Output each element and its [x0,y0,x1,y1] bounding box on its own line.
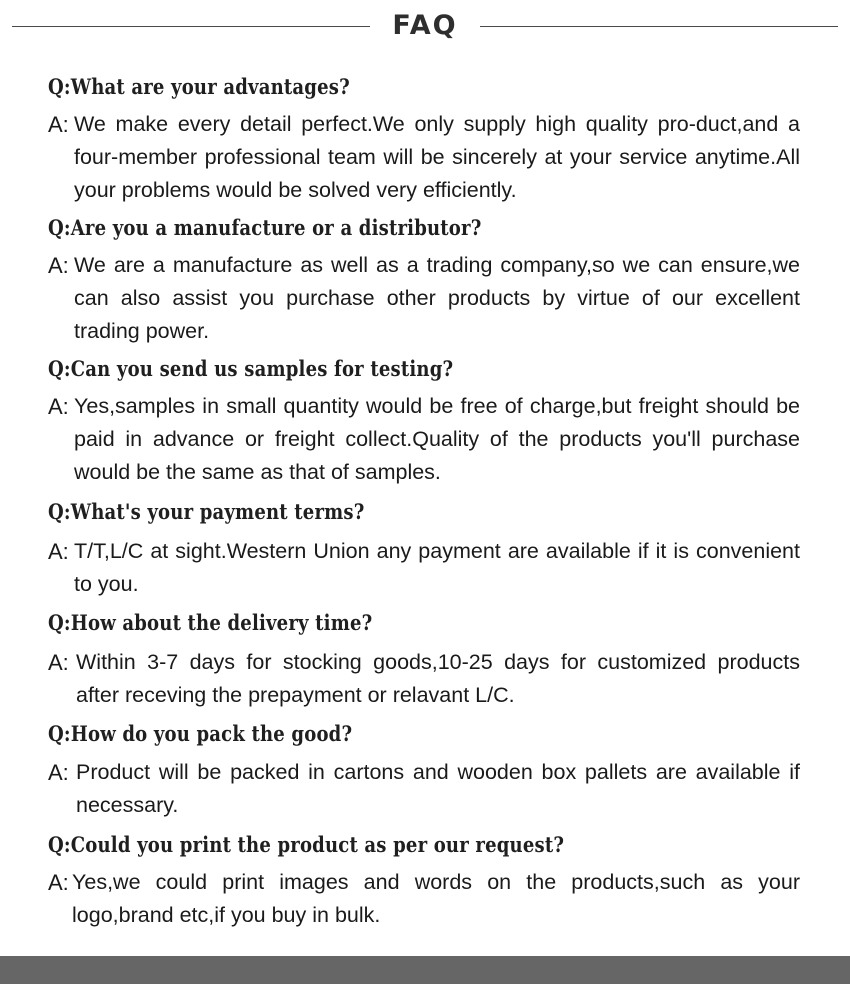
page-title: FAQ [392,10,458,41]
footer-bar [0,956,850,984]
answer-prefix: A: [48,539,69,564]
header-divider-left [12,26,370,27]
faq-question: Q:How do you pack the good? [48,721,353,746]
faq-question: Q:What's your payment terms? [48,499,365,524]
answer-prefix: A: [48,112,69,137]
faq-question: Q:Could you print the product as per our request? [48,832,565,857]
answer-prefix: A: [48,870,69,895]
faq-answer [48,535,800,601]
faq-answer [48,249,800,348]
faq-answer [48,646,800,712]
answer-prefix: A: [48,650,69,675]
answer-prefix: A: [48,760,69,785]
faq-answer [48,756,800,822]
faq-header [0,0,850,56]
answer-text: We are a manufacture as well as a trading company,so we can ensure,we can also assist you purchase other products by virtue of our excellent trading power. [74,253,800,343]
answer-text: T/T,L/C at sight.Western Union any payment are available if it is convenient to you. [74,539,800,596]
faq-answer [48,390,800,489]
answer-text: We make every detail perfect.We only supply high quality pro-duct,and a four-member professional team will be sincerely at your service anytime.All your problems would be solved very efficiently. [74,112,800,202]
answer-text: Product will be packed in cartons and wooden box pallets are available if necessary. [76,760,800,817]
answer-text: Within 3-7 days for stocking goods,10-25 days for customized products after receving the prepayment or relavant L/C. [76,650,800,707]
answer-text: Yes,samples in small quantity would be free of charge,but freight should be paid in advance or freight collect.Quality of the products you'll purchase would be the same as that of samples. [74,394,800,484]
faq-question: Q:Can you send us samples for testing? [48,356,454,381]
faq-answer [48,108,800,207]
faq-answer [48,866,800,932]
header-divider-right [480,26,838,27]
faq-question: Q:What are your advantages? [48,74,350,99]
answer-text: Yes,we could print images and words on the products,such as your logo,brand etc,if you buy in bulk. [72,870,800,927]
answer-prefix: A: [48,253,69,278]
faq-question: Q:How about the delivery time? [48,610,373,635]
answer-prefix: A: [48,394,69,419]
faq-question: Q:Are you a manufacture or a distributor? [48,215,482,240]
